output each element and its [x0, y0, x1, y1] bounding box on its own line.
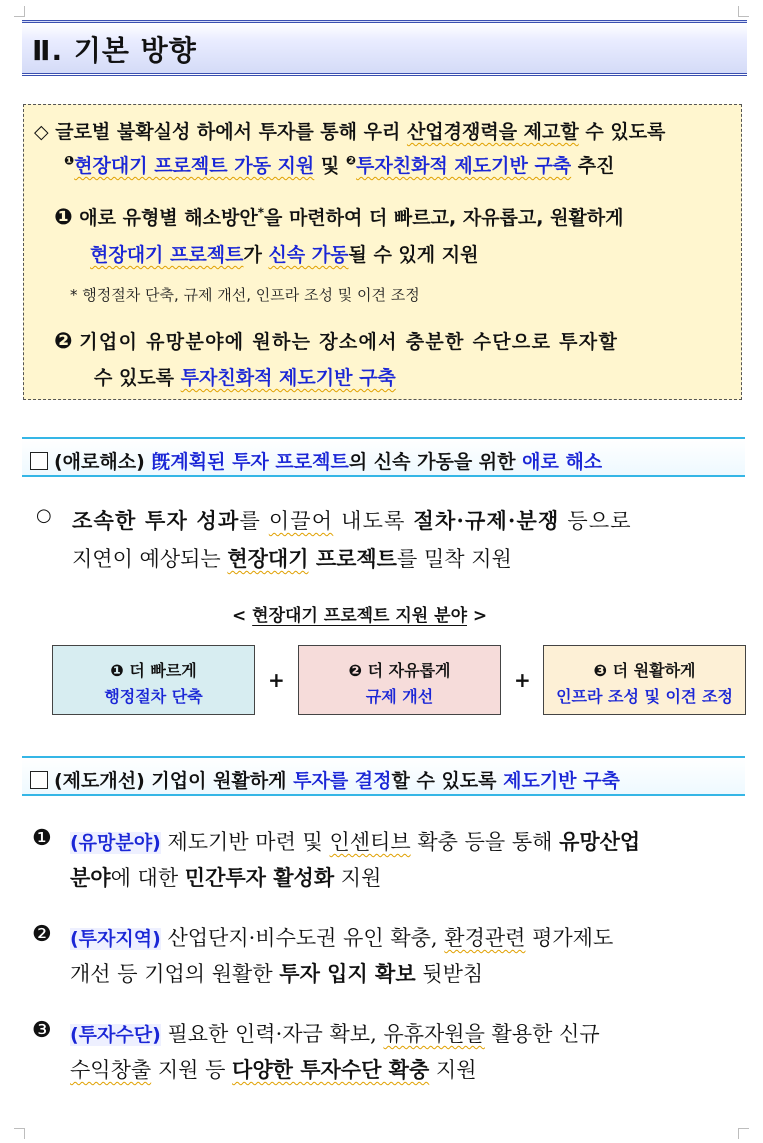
item3-line2	[70, 1054, 477, 1084]
para1-t3: 내도록	[333, 509, 414, 533]
item1-t1: 제도기반 마련 및	[160, 830, 330, 854]
checkbox-icon	[30, 452, 48, 470]
subheading-text: 현장대기 프로젝트 지원 분야	[252, 606, 467, 626]
item1-t2: 확충 등을 통해	[410, 830, 560, 854]
item1-number: ❶	[54, 205, 73, 230]
item1-star: *	[257, 205, 264, 220]
section1-mid: 의 신속 가동을 위한	[348, 451, 523, 473]
and-text: 및	[314, 155, 346, 177]
item3-l2-t1: 지원 등	[151, 1058, 233, 1082]
section1-text	[30, 447, 602, 474]
item1-wavy: 인센티브	[329, 830, 411, 854]
para1-bold1: 조속한 투자 성과	[72, 508, 240, 533]
goal2-mark: ❷	[345, 153, 357, 168]
para1-l2-b1: 현장대기	[227, 546, 309, 571]
lead-text-end: 수 있도록	[578, 121, 666, 143]
page-corner-mark	[14, 6, 25, 17]
subheading-open: <	[232, 606, 253, 626]
box1-bottom: 행정절차 단축	[104, 687, 203, 706]
item2-l2-t1: 개선 등 기업의 원활한	[70, 962, 280, 986]
summary-item1-line1	[54, 203, 624, 230]
para1-t4: 등으로	[559, 509, 632, 533]
section2-header	[22, 756, 745, 796]
tail-text: 추진	[571, 155, 615, 177]
page-corner-mark	[14, 1128, 25, 1139]
item2-t1: 산업단지·비수도권 유인 확충,	[160, 926, 445, 950]
goal1-text: 현장대기 프로젝트 가동 지원	[74, 155, 315, 177]
para1-l2-b2: 프로젝트	[308, 546, 397, 571]
item2-number: ❷	[54, 329, 73, 354]
item1-l2-t1: 에 대한	[110, 866, 185, 890]
item2-wavy: 환경관련	[444, 926, 526, 950]
item1-blue1: 현장대기 프로젝트	[90, 244, 244, 266]
box1-top: ❶ 더 빠르게	[110, 661, 197, 680]
goal2-text: 투자친화적 제도기반 구축	[356, 155, 572, 177]
plus-sign: +	[268, 668, 285, 692]
item2-tag: (투자지역)	[70, 928, 161, 950]
section2-blue: 투자를 결정	[293, 770, 392, 792]
para1-line2	[72, 543, 512, 573]
section1-label: (애로해소)	[54, 451, 152, 473]
item1-text-b: 을 마련하여 더 빠르고, 자유롭고, 원활하게	[263, 207, 624, 229]
item2-t2: 평가제도	[525, 926, 614, 950]
item1-tag: (유망분야)	[70, 832, 161, 854]
item1-text: 애로 유형별 해소방안	[79, 207, 258, 229]
item3-wavy: 유휴자원을	[383, 1022, 485, 1046]
para1-t1: 를	[239, 509, 269, 533]
summary-item2-line2	[94, 363, 396, 390]
summary-goals	[64, 151, 614, 178]
section2-label: (제도개선) 기업이 원활하게	[54, 770, 294, 792]
subheading-close: >	[467, 606, 488, 626]
section1-blue-end: 애로 해소	[522, 451, 603, 473]
item2-line2	[70, 958, 483, 988]
item3-tag: (투자수단)	[70, 1024, 161, 1046]
para1-l2-t2: 를 밀착 지원	[396, 547, 512, 571]
para1-t2: 이끌어	[268, 509, 334, 533]
section2-blue-end: 제도기반 구축	[503, 770, 620, 792]
lead-emphasis: 산업경쟁력을 제고할	[406, 121, 579, 143]
summary-item1-line2	[90, 240, 478, 267]
box2-bottom: 규제 개선	[365, 687, 434, 706]
item2-l2-t2: 뒷받침	[415, 962, 484, 986]
section1-header	[22, 437, 745, 477]
item2-blue: 투자친화적 제도기반 구축	[180, 367, 396, 389]
item2-line1	[70, 922, 613, 952]
goal1-mark: ❶	[64, 153, 75, 168]
page-corner-mark	[738, 6, 749, 17]
item1-mid: 가	[243, 244, 269, 266]
support-box-1	[52, 645, 255, 715]
section1-blue: 旣계획된 투자 프로젝트	[151, 451, 349, 473]
box3-bottom: 인프라 조성 및 이견 조정	[556, 687, 733, 706]
item1-line2	[70, 862, 381, 892]
plus-sign: +	[514, 668, 531, 692]
item1-l2-t2: 지원	[334, 866, 382, 890]
item3-line1	[70, 1018, 600, 1048]
section2-text	[30, 766, 620, 793]
item2-pre: 수 있도록	[94, 367, 181, 389]
title-bar	[22, 20, 747, 76]
item3-t1: 필요한 인력·자금 확보,	[160, 1022, 384, 1046]
summary-lead	[34, 117, 665, 144]
para1-bold2: 절차·규제·분쟁	[413, 508, 560, 533]
page-corner-mark	[738, 1128, 749, 1139]
item2-l2-bold: 투자 입지 확보	[279, 961, 416, 986]
item3-t2: 활용한 신규	[484, 1022, 600, 1046]
para1-l2-t1: 지연이 예상되는	[72, 547, 228, 571]
item3-l2-wavy: 수익창출	[70, 1058, 152, 1082]
support-area-heading	[232, 601, 487, 626]
box3-top: ❸ 더 원활하게	[593, 661, 696, 680]
support-box-3	[543, 645, 746, 715]
item2-number: ❷	[32, 922, 52, 947]
page-title: Ⅱ. 기본 방향	[32, 34, 197, 67]
lead-text: ◇ 글로벌 불확실성 하에서 투자를 통해 우리	[34, 121, 407, 143]
item1-end: 될 수 있게 지원	[348, 244, 479, 266]
item1-blue2: 신속 가동	[268, 244, 349, 266]
para1-line1	[72, 505, 632, 535]
item3-l2-t2: 지원	[429, 1058, 477, 1082]
item1-bold: 유망산업	[559, 829, 641, 854]
section2-mid: 할 수 있도록	[391, 770, 504, 792]
item3-number: ❸	[32, 1018, 52, 1043]
item1-l2-bold2: 민간투자 활성화	[184, 865, 335, 890]
summary-item2-line1	[54, 327, 618, 354]
item3-l2-bold: 다양한 투자수단 확충	[232, 1057, 430, 1082]
item2-text: 기업이 유망분야에 원하는 장소에서 충분한 수단으로 투자할	[79, 331, 619, 353]
checkbox-icon	[30, 771, 48, 789]
summary-box	[23, 104, 742, 400]
support-box-2	[298, 645, 501, 715]
item1-number: ❶	[32, 826, 52, 851]
item1-line1	[70, 826, 640, 856]
bullet-circle: ○	[36, 505, 52, 526]
item1-l2-bold1: 분야	[70, 865, 111, 890]
summary-note: * 행정절차 단축, 규제 개선, 인프라 조성 및 이견 조정	[70, 286, 420, 304]
box2-top: ❷ 더 자유롭게	[348, 661, 451, 680]
